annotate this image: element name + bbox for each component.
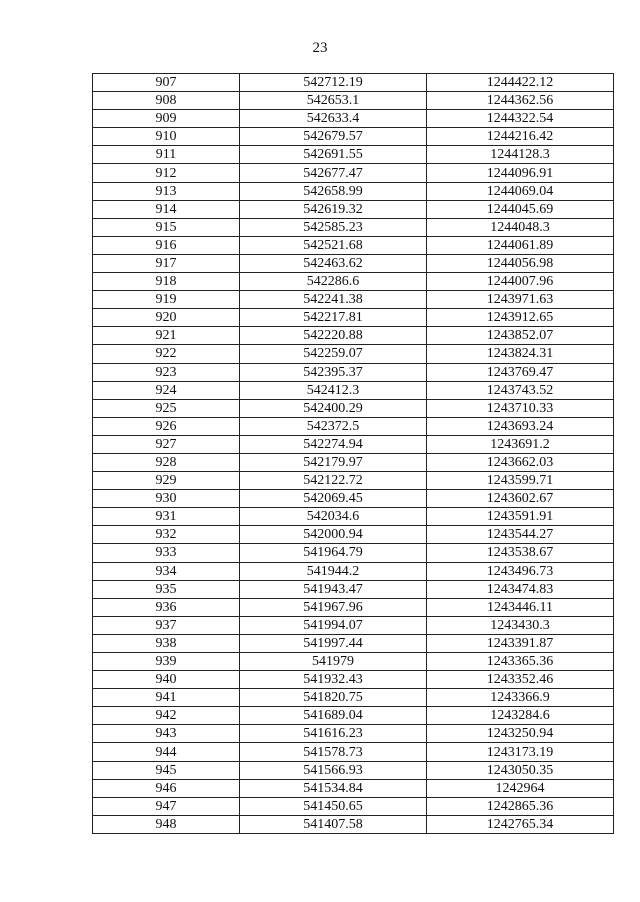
table-row (93, 309, 614, 327)
point-number-cell: 944 (93, 743, 240, 761)
x-coordinate-cell: 542122.72 (240, 472, 427, 490)
table-row (93, 598, 614, 616)
table-row (93, 761, 614, 779)
y-coordinate-cell: 1243691.2 (427, 435, 614, 453)
x-coordinate-cell: 541979 (240, 653, 427, 671)
x-coordinate-cell: 542412.3 (240, 381, 427, 399)
y-coordinate-cell: 1243496.73 (427, 562, 614, 580)
point-number-cell: 940 (93, 671, 240, 689)
y-coordinate-cell: 1244056.98 (427, 254, 614, 272)
y-coordinate-cell: 1243693.24 (427, 417, 614, 435)
table-row (93, 634, 614, 652)
x-coordinate-cell: 542395.37 (240, 363, 427, 381)
x-coordinate-cell: 542679.57 (240, 128, 427, 146)
y-coordinate-cell: 1244096.91 (427, 164, 614, 182)
y-coordinate-cell: 1243366.9 (427, 689, 614, 707)
table-row (93, 435, 614, 453)
table-row (93, 218, 614, 236)
point-number-cell: 945 (93, 761, 240, 779)
point-number-cell: 930 (93, 490, 240, 508)
table-row (93, 526, 614, 544)
x-coordinate-cell: 542179.97 (240, 453, 427, 471)
point-number-cell: 920 (93, 309, 240, 327)
x-coordinate-cell: 542069.45 (240, 490, 427, 508)
point-number-cell: 922 (93, 345, 240, 363)
point-number-cell: 912 (93, 164, 240, 182)
y-coordinate-cell: 1243912.65 (427, 309, 614, 327)
y-coordinate-cell: 1244061.89 (427, 236, 614, 254)
y-coordinate-cell: 1244048.3 (427, 218, 614, 236)
table-row (93, 291, 614, 309)
table-row (93, 508, 614, 526)
x-coordinate-cell: 541566.93 (240, 761, 427, 779)
table-row (93, 236, 614, 254)
x-coordinate-cell: 541407.58 (240, 815, 427, 833)
table-row (93, 110, 614, 128)
x-coordinate-cell: 541578.73 (240, 743, 427, 761)
y-coordinate-cell: 1243852.07 (427, 327, 614, 345)
x-coordinate-cell: 542633.4 (240, 110, 427, 128)
y-coordinate-cell: 1243050.35 (427, 761, 614, 779)
point-number-cell: 938 (93, 634, 240, 652)
table-row (93, 74, 614, 92)
y-coordinate-cell: 1243591.91 (427, 508, 614, 526)
table-row (93, 128, 614, 146)
x-coordinate-cell: 542691.55 (240, 146, 427, 164)
y-coordinate-cell: 1244422.12 (427, 74, 614, 92)
x-coordinate-cell: 542400.29 (240, 399, 427, 417)
table-row (93, 327, 614, 345)
point-number-cell: 936 (93, 598, 240, 616)
point-number-cell: 929 (93, 472, 240, 490)
x-coordinate-cell: 541964.79 (240, 544, 427, 562)
table-row (93, 743, 614, 761)
table-row (93, 490, 614, 508)
table-row (93, 254, 614, 272)
table-row (93, 562, 614, 580)
y-coordinate-cell: 1244069.04 (427, 182, 614, 200)
x-coordinate-cell: 542220.88 (240, 327, 427, 345)
x-coordinate-cell: 542372.5 (240, 417, 427, 435)
point-number-cell: 914 (93, 200, 240, 218)
x-coordinate-cell: 541932.43 (240, 671, 427, 689)
point-number-cell: 911 (93, 146, 240, 164)
x-coordinate-cell: 542274.94 (240, 435, 427, 453)
point-number-cell: 931 (93, 508, 240, 526)
x-coordinate-cell: 542658.99 (240, 182, 427, 200)
x-coordinate-cell: 542585.23 (240, 218, 427, 236)
table-row (93, 363, 614, 381)
point-number-cell: 943 (93, 725, 240, 743)
point-number-cell: 917 (93, 254, 240, 272)
y-coordinate-cell: 1242964 (427, 779, 614, 797)
table-row (93, 689, 614, 707)
point-number-cell: 924 (93, 381, 240, 399)
y-coordinate-cell: 1243446.11 (427, 598, 614, 616)
table-row (93, 653, 614, 671)
table-row (93, 399, 614, 417)
y-coordinate-cell: 1243599.71 (427, 472, 614, 490)
table-row (93, 815, 614, 833)
table-row (93, 707, 614, 725)
x-coordinate-cell: 541820.75 (240, 689, 427, 707)
x-coordinate-cell: 542000.94 (240, 526, 427, 544)
table-row (93, 725, 614, 743)
table-row (93, 616, 614, 634)
table-row (93, 200, 614, 218)
point-number-cell: 921 (93, 327, 240, 345)
table-row (93, 580, 614, 598)
y-coordinate-cell: 1243173.19 (427, 743, 614, 761)
point-number-cell: 937 (93, 616, 240, 634)
y-coordinate-cell: 1242765.34 (427, 815, 614, 833)
x-coordinate-cell: 542521.68 (240, 236, 427, 254)
table-row (93, 345, 614, 363)
x-coordinate-cell: 542712.19 (240, 74, 427, 92)
y-coordinate-cell: 1244216.42 (427, 128, 614, 146)
point-number-cell: 925 (93, 399, 240, 417)
point-number-cell: 915 (93, 218, 240, 236)
y-coordinate-cell: 1244322.54 (427, 110, 614, 128)
y-coordinate-cell: 1243769.47 (427, 363, 614, 381)
point-number-cell: 919 (93, 291, 240, 309)
table-row (93, 472, 614, 490)
y-coordinate-cell: 1243602.67 (427, 490, 614, 508)
x-coordinate-cell: 542034.6 (240, 508, 427, 526)
table-row (93, 182, 614, 200)
point-number-cell: 934 (93, 562, 240, 580)
x-coordinate-cell: 541616.23 (240, 725, 427, 743)
x-coordinate-cell: 541967.96 (240, 598, 427, 616)
y-coordinate-cell: 1244362.56 (427, 92, 614, 110)
x-coordinate-cell: 542619.32 (240, 200, 427, 218)
point-number-cell: 923 (93, 363, 240, 381)
point-number-cell: 927 (93, 435, 240, 453)
point-number-cell: 948 (93, 815, 240, 833)
table-row (93, 417, 614, 435)
y-coordinate-cell: 1243544.27 (427, 526, 614, 544)
table-row (93, 273, 614, 291)
x-coordinate-cell: 541994.07 (240, 616, 427, 634)
table-row (93, 671, 614, 689)
y-coordinate-cell: 1243662.03 (427, 453, 614, 471)
point-number-cell: 913 (93, 182, 240, 200)
y-coordinate-cell: 1244007.96 (427, 273, 614, 291)
y-coordinate-cell: 1243391.87 (427, 634, 614, 652)
y-coordinate-cell: 1244045.69 (427, 200, 614, 218)
point-number-cell: 942 (93, 707, 240, 725)
table-row (93, 92, 614, 110)
y-coordinate-cell: 1243971.63 (427, 291, 614, 309)
y-coordinate-cell: 1243284.6 (427, 707, 614, 725)
point-number-cell: 946 (93, 779, 240, 797)
x-coordinate-cell: 541450.65 (240, 797, 427, 815)
y-coordinate-cell: 1244128.3 (427, 146, 614, 164)
y-coordinate-cell: 1243352.46 (427, 671, 614, 689)
point-number-cell: 907 (93, 74, 240, 92)
point-number-cell: 928 (93, 453, 240, 471)
y-coordinate-cell: 1243824.31 (427, 345, 614, 363)
point-number-cell: 916 (93, 236, 240, 254)
x-coordinate-cell: 541534.84 (240, 779, 427, 797)
x-coordinate-cell: 541944.2 (240, 562, 427, 580)
point-number-cell: 939 (93, 653, 240, 671)
table-row (93, 381, 614, 399)
y-coordinate-cell: 1243538.67 (427, 544, 614, 562)
point-number-cell: 941 (93, 689, 240, 707)
y-coordinate-cell: 1243430.3 (427, 616, 614, 634)
x-coordinate-cell: 542677.47 (240, 164, 427, 182)
y-coordinate-cell: 1243365.36 (427, 653, 614, 671)
point-number-cell: 933 (93, 544, 240, 562)
coordinates-table-body (93, 74, 614, 834)
point-number-cell: 947 (93, 797, 240, 815)
table-row (93, 146, 614, 164)
x-coordinate-cell: 542241.38 (240, 291, 427, 309)
y-coordinate-cell: 1243710.33 (427, 399, 614, 417)
y-coordinate-cell: 1242865.36 (427, 797, 614, 815)
x-coordinate-cell: 542259.07 (240, 345, 427, 363)
coordinates-table (92, 73, 614, 834)
x-coordinate-cell: 541997.44 (240, 634, 427, 652)
point-number-cell: 935 (93, 580, 240, 598)
point-number-cell: 910 (93, 128, 240, 146)
point-number-cell: 908 (93, 92, 240, 110)
table-row (93, 797, 614, 815)
point-number-cell: 909 (93, 110, 240, 128)
table-row (93, 453, 614, 471)
x-coordinate-cell: 542286.6 (240, 273, 427, 291)
table-row (93, 779, 614, 797)
x-coordinate-cell: 541689.04 (240, 707, 427, 725)
point-number-cell: 918 (93, 273, 240, 291)
x-coordinate-cell: 541943.47 (240, 580, 427, 598)
point-number-cell: 932 (93, 526, 240, 544)
y-coordinate-cell: 1243474.83 (427, 580, 614, 598)
table-row (93, 164, 614, 182)
x-coordinate-cell: 542463.62 (240, 254, 427, 272)
table-row (93, 544, 614, 562)
x-coordinate-cell: 542217.81 (240, 309, 427, 327)
page-number: 23 (312, 40, 328, 56)
y-coordinate-cell: 1243250.94 (427, 725, 614, 743)
y-coordinate-cell: 1243743.52 (427, 381, 614, 399)
point-number-cell: 926 (93, 417, 240, 435)
x-coordinate-cell: 542653.1 (240, 92, 427, 110)
